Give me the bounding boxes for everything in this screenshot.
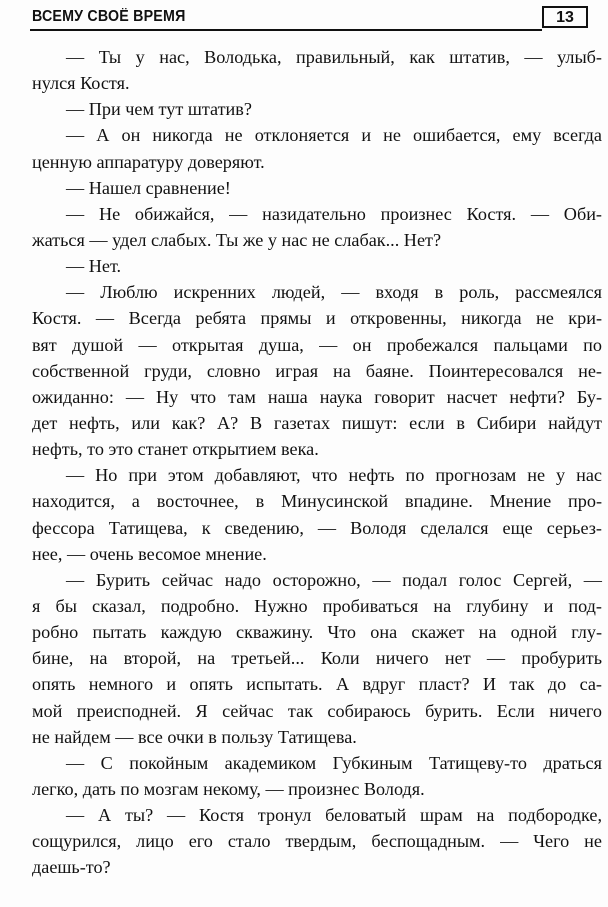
text-line: — Бурить сейчас надо осторожно, — подал голос Сергей, — [66, 569, 602, 590]
text-line: — Не обижайся, — назидательно произнес Костя. — Оби- [66, 203, 602, 224]
text-line: сощурился, лицо его стало твердым, беспощадным. — Чего не [32, 831, 602, 852]
text-line: опять немного и опять испытать. А вдруг пласт? И так до са- [32, 674, 602, 695]
text-line: — С покойным академиком Губкиным Татищеву-то драться [66, 752, 602, 773]
text-line: дет нефть, или как? А? В газетах пишут: если в Сибири найдут [32, 412, 602, 433]
page-number: 13 [542, 6, 588, 28]
text-line: Костя. — Всегда ребята прямы и откровенны, никогда не кри- [32, 308, 602, 329]
text-line: даешь-то? [32, 857, 111, 878]
text-line: жаться — удел слабых. Ты же у нас не слабак... Нет? [32, 229, 442, 250]
running-title: ВСЕМУ СВОЁ ВРЕМЯ [32, 8, 186, 25]
text-line: мой преисподней. Я сейчас так собираюсь бурить. Если ничего [32, 700, 602, 721]
text-line: нефть, то это станет открытием века. [32, 439, 319, 460]
text-line: робно пытать каждую скважину. Что она скажет на одной глу- [32, 622, 602, 643]
text-line: — Нашел сравнение! [66, 177, 231, 198]
text-line: находится, а восточнее, в Минусинской впадине. Мнение про- [32, 491, 602, 512]
text-line: ценную аппаратуру доверяют. [32, 151, 265, 172]
text-line: — Ты у нас, Володька, правильный, как штатив, — улыб- [66, 47, 602, 67]
running-head [30, 6, 588, 30]
body-text [32, 44, 602, 881]
text-line: — А он никогда не отклоняется и не ошибается, ему всегда [66, 125, 602, 146]
text-line: — Люблю искренних людей, — входя в роль, рассмеялся [66, 282, 602, 303]
text-line: нее, — очень весомое мнение. [32, 543, 267, 564]
text-line: бине, на второй, на третьей... Коли ничего нет — пробурить [32, 648, 602, 669]
text-line: легко, дать по мозгам некому, — произнес Володя. [32, 778, 425, 799]
text-line: ожиданно: — Ну что там наша наука говорит насчет нефти? Бу- [32, 386, 602, 407]
text-line: не найдем — все очки в пользу Татищева. [32, 726, 357, 747]
text-line: фессора Татищева, к сведению, — Володя сделался еще серьез- [32, 517, 602, 538]
text-line: нулся Костя. [32, 73, 130, 94]
text-line: — При чем тут штатив? [66, 99, 252, 120]
header-rule [30, 29, 542, 31]
text-line: — Но при этом добавляют, что нефть по прогнозам не у нас [66, 465, 602, 486]
text-line: я бы сказал, подробно. Нужно пробиваться на глубину и под- [32, 595, 602, 616]
text-line: собственной груди, словно играя на баяне. Поинтересовался не- [32, 360, 602, 381]
text-line: — А ты? — Костя тронул беловатый шрам на подбородке, [66, 805, 602, 826]
text-line: — Нет. [66, 256, 122, 277]
text-line: вят душой — открытая душа, — он пробежался пальцами по [32, 334, 602, 355]
